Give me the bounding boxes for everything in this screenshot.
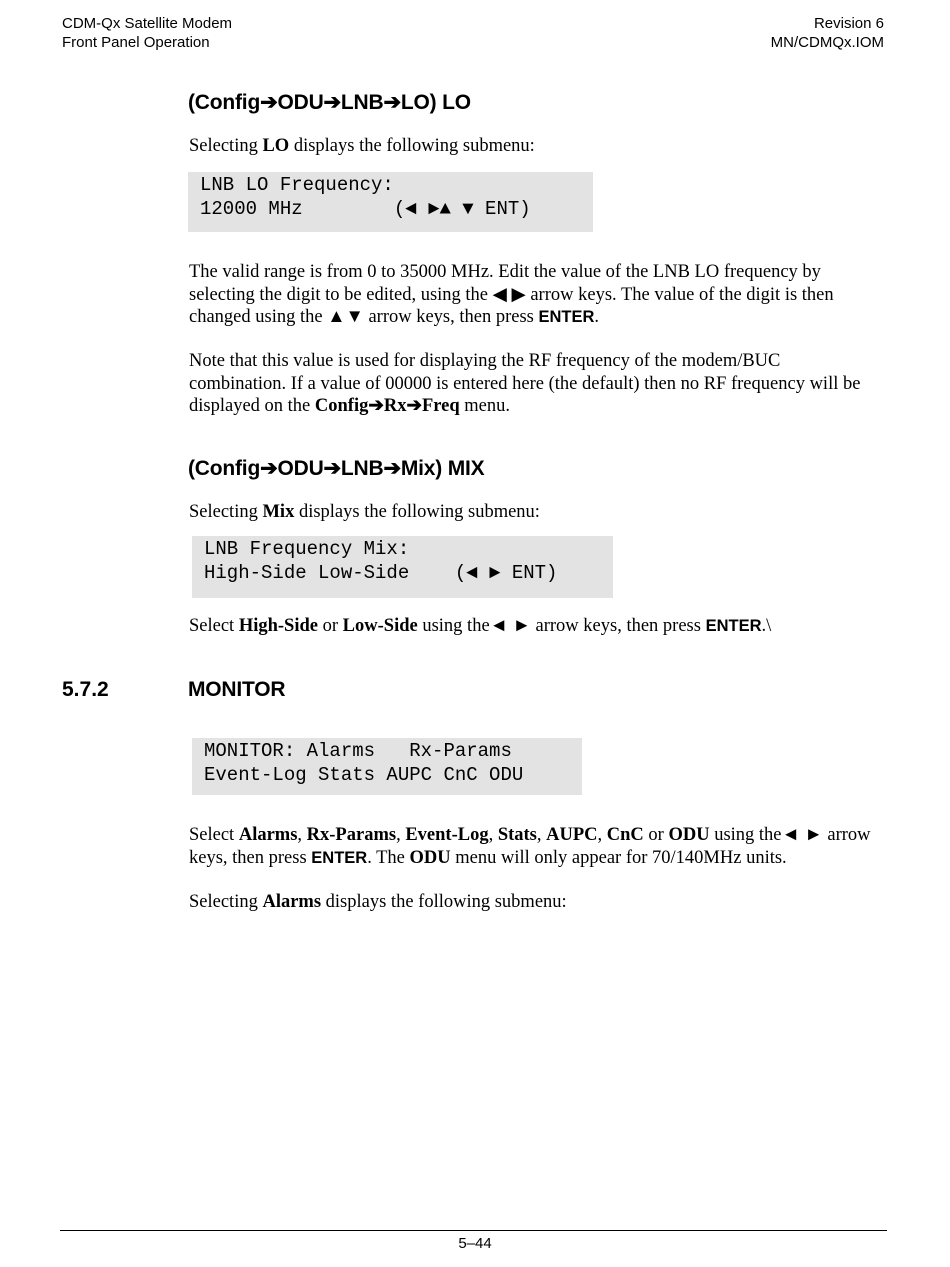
lnb-lo-frequency-lcd xyxy=(188,172,593,232)
lcd-line-1: LNB Frequency Mix: xyxy=(204,538,410,560)
bold-term: Stats xyxy=(497,825,537,845)
monitor-select-paragraph xyxy=(189,824,879,869)
text-run: Select xyxy=(189,616,239,636)
text-run: menu. xyxy=(459,396,510,416)
text-run: Selecting xyxy=(189,502,263,522)
running-header-right xyxy=(771,14,884,52)
text-run: , xyxy=(536,825,547,845)
text-run: Selecting xyxy=(189,892,263,912)
bold-term: ODU xyxy=(409,847,451,868)
lcd-line-2: Event-Log Stats AUPC CnC ODU xyxy=(204,764,524,786)
text-run: , xyxy=(597,825,607,845)
text-run: menu will only appear for 70/140MHz units. xyxy=(450,847,787,868)
mix-select-paragraph xyxy=(189,615,879,638)
monitor-menu-lcd xyxy=(192,738,582,795)
lcd-line-1: MONITOR: Alarms Rx-Params xyxy=(204,740,512,762)
bold-term: Rx-Params xyxy=(306,825,397,845)
header-chapter: Front Panel Operation xyxy=(62,34,210,51)
lcd-line-1: LNB LO Frequency: xyxy=(200,174,394,196)
section-number: 5.7.2 xyxy=(62,678,109,701)
lo-range-paragraph xyxy=(189,261,879,329)
key-name: ENTER xyxy=(538,308,595,326)
footer-rule xyxy=(60,1230,887,1231)
menu-path: Config➔Rx➔Freq xyxy=(314,396,460,416)
mix-section-heading: (Config➔ODU➔LNB➔Mix) MIX xyxy=(188,457,485,480)
text-run: .\ xyxy=(761,616,772,636)
text-run: displays the following submenu: xyxy=(321,892,567,912)
alarms-intro-paragraph xyxy=(189,891,879,914)
bold-term: ODU xyxy=(668,825,710,845)
text-run: Note that this value is used for displaying the RF frequency of the modem/BUC combination. If a value of 00000 is entered here (the default) then no RF frequency will be displayed on the xyxy=(189,351,861,416)
lcd-line-2: High-Side Low-Side (◄ ► ENT) xyxy=(204,562,558,584)
text-run: or xyxy=(643,825,669,845)
bold-term: Alarms xyxy=(262,892,322,912)
text-run: . The xyxy=(367,847,410,868)
monitor-section-heading: MONITOR xyxy=(188,678,286,701)
text-run: or xyxy=(318,616,343,636)
text-run: , xyxy=(396,825,406,845)
running-header-left xyxy=(62,14,232,52)
text-run: displays the following submenu: xyxy=(294,502,540,522)
lcd-line-2: 12000 MHz (◄ ►▲ ▼ ENT) xyxy=(200,198,531,220)
lo-section-heading: (Config➔ODU➔LNB➔LO) LO xyxy=(188,91,471,114)
bold-term: Mix xyxy=(262,502,295,522)
header-revision: Revision 6 xyxy=(813,15,884,32)
header-title: CDM-Qx Satellite Modem xyxy=(62,15,233,32)
bold-term: AUPC xyxy=(546,825,598,845)
bold-term: CnC xyxy=(606,825,644,845)
key-name: ENTER xyxy=(705,617,762,635)
bold-term: Event-Log xyxy=(405,825,489,845)
lo-intro-paragraph xyxy=(189,135,879,158)
text-run: displays the following submenu: xyxy=(289,136,535,156)
text-run: , xyxy=(488,825,498,845)
bold-term: High-Side xyxy=(238,616,318,636)
mix-intro-paragraph xyxy=(189,501,879,524)
text-run: Select xyxy=(189,825,239,845)
header-doc-id: MN/CDMQx.IOM xyxy=(770,34,884,51)
text-run: The valid range is from 0 to 35000 MHz. Edit the value of the LNB LO frequency by selecting the digit to be edited, using the ◀ ▶ arrow keys. The value of the digit is then changed using the ▲▼ arrow keys, then press xyxy=(189,262,834,327)
lo-note-paragraph xyxy=(189,350,879,418)
text-run: using the◄ ► arrow keys, then press xyxy=(189,825,871,868)
page-number: 5–44 xyxy=(458,1235,492,1252)
text-run: . xyxy=(594,307,600,327)
bold-term: Alarms xyxy=(238,825,298,845)
text-run: Selecting xyxy=(189,136,263,156)
text-run: , xyxy=(297,825,307,845)
bold-term: Low-Side xyxy=(342,616,418,636)
text-run: using the◄ ► arrow keys, then press xyxy=(417,616,706,636)
bold-term: LO xyxy=(262,136,290,156)
lnb-frequency-mix-lcd xyxy=(192,536,613,598)
key-name: ENTER xyxy=(311,848,368,867)
